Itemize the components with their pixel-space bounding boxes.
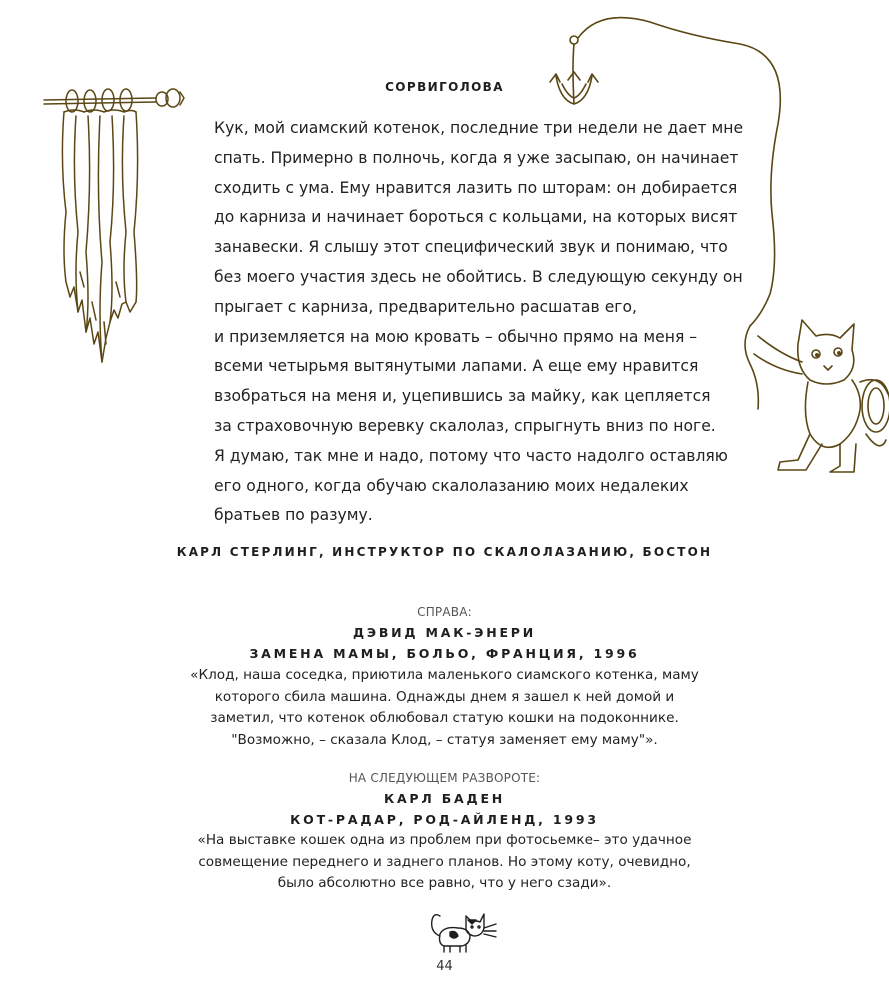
caption-photographer: КАРЛ БАДЕН [383, 791, 506, 806]
caption-label: НА СЛЕДУЮЩЕМ РАЗВОРОТЕ: [348, 771, 541, 785]
caption-text [0, 830, 889, 895]
caption-label: СПРАВА: [417, 605, 472, 619]
story-author: КАРЛ СТЕРЛИНГ, ИНСТРУКТОР ПО СКАЛОЛАЗАНИЮ, БОСТОН [176, 545, 713, 559]
story-line: взобраться на меня и, уцепившись за майку, как цепляется [214, 387, 711, 406]
caption-line: которого сбила машина. Однажды днем я зашел к ней домой и [214, 688, 675, 705]
story-title: СОРВИГОЛОВА [385, 80, 504, 94]
story-line: сходить с ума. Ему нравится лазить по шторам: он добирается [214, 178, 738, 197]
story-line: до карниза и начинает бороться с кольцами, на которых висят [214, 208, 738, 227]
caption-line: «На выставке кошек одна из проблем при фотосьемке– это удачное [197, 832, 692, 848]
caption-line: «Клод, наша соседка, приютила маленького сиамского котенка, маму [190, 667, 699, 683]
story-line: и приземляется на мою кровать – обычно прямо на меня – [214, 327, 698, 346]
caption-text [0, 665, 889, 751]
story-line: Я думаю, так мне и надо, потому что часто надолго оставляю [214, 446, 728, 465]
small-cat-illustration [426, 906, 498, 954]
page-number: 44 [436, 959, 453, 974]
curtain-rod-illustration [40, 82, 190, 382]
story-line: без моего участия здесь не обойтись. В следующую секунду он [214, 267, 743, 286]
story-paragraph [214, 114, 744, 531]
story-line: Кук, мой сиамский котенок, последние три недели не дает мне [214, 119, 744, 137]
story-line: прыгает с карниза, предварительно расшатав его, [214, 297, 637, 316]
caption-work-title: ЗАМЕНА МАМЫ, БОЛЬО, ФРАНЦИЯ, 1996 [249, 646, 640, 661]
caption-line: "Возможно, – сказала Клод, – статуя заменяет ему маму"». [231, 731, 658, 748]
story-line: спать. Примерно в полночь, когда я уже засыпаю, он начинает [214, 148, 739, 167]
caption-line: было абсолютно все равно, что у него сзади». [277, 875, 612, 891]
story-line: его одного, когда обучаю скалолазанию моих недалеких [214, 476, 689, 495]
story-line: за страховочную веревку скалолаз, спрыгнуть вниз по ноге. [214, 416, 716, 435]
caption-work-title: КОТ-РАДАР, РОД-АЙЛЕНД, 1993 [290, 812, 599, 827]
story-line: занавески. Я слышу этот специфический звук и понимаю, что [214, 238, 728, 257]
caption-line: заметил, что котенок облюбовал статую кошки на подоконнике. [210, 710, 679, 726]
story-line: братьев по разуму. [214, 506, 373, 525]
story-line: всеми четырьмя вытянутыми лапами. А еще ему нравится [214, 357, 699, 376]
caption-line: совмещение переднего и заднего планов. Но этому коту, очевидно, [198, 853, 691, 870]
caption-photographer: ДЭВИД МАК-ЭНЕРИ [352, 625, 537, 640]
